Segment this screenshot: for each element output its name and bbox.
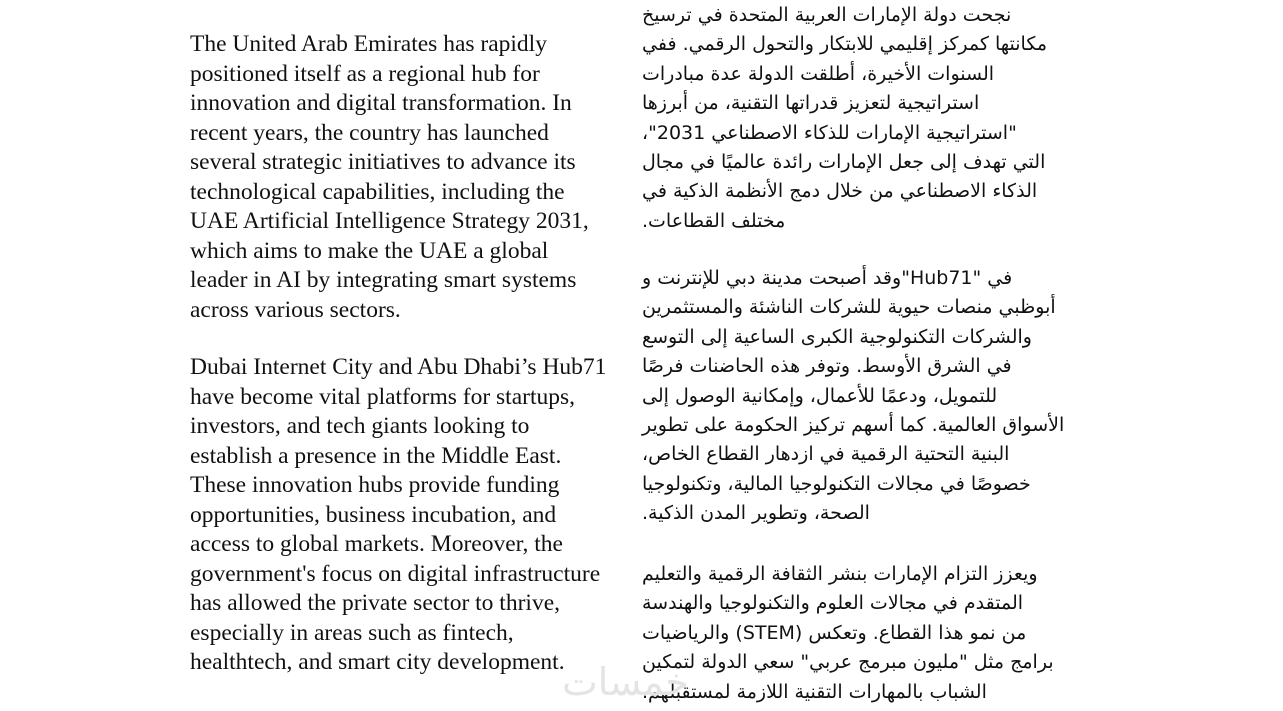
text-line: several strategic initiatives to advance its <box>190 149 576 175</box>
text-line: في الشرق الأوسط. وتوفر هذه الحاضنات فرصًا <box>642 355 1012 378</box>
english-paragraph-1 <box>190 30 589 325</box>
text-line: المتقدم في مجالات العلوم والتكنولوجيا والهندسة <box>642 592 1024 615</box>
text-line: leader in AI by integrating smart systems <box>190 267 577 293</box>
text-line: الصحة، وتطوير المدن الذكية. <box>642 502 870 525</box>
text-line: government's focus on digital infrastructure <box>190 560 601 587</box>
text-line: opportunities, business incubation, and <box>190 501 557 528</box>
text-line: ويعزز التزام الإمارات بنشر الثقافة الرقمية والتعليم <box>642 563 1038 585</box>
text-line: مكانتها كمركز إقليمي للابتكار والتحول الرقمي. ففي <box>642 33 1048 56</box>
text-line: للتمويل، ودعمًا للأعمال، وإمكانية الوصول إلى <box>642 384 998 407</box>
text-line: "استراتيجية الإمارات للذكاء الاصطناعي 2031"، <box>642 121 1017 144</box>
text-line: especially in areas such as fintech, <box>190 619 514 646</box>
text-line: establish a presence in the Middle East. <box>190 442 562 469</box>
text-line: برامج مثل "مليون مبرمج عربي" سعي الدولة لتمكين <box>642 651 1054 674</box>
text-line: والشركات التكنولوجية الكبرى الساعية إلى التوسع <box>642 325 1032 348</box>
text-line: positioned itself as a regional hub for <box>190 60 540 87</box>
text-line: الشباب بالمهارات التقنية اللازمة لمستقبلهم. <box>642 680 987 703</box>
text-line: أبوظبي منصات حيوية للشركات الناشئة والمستثمرين <box>642 296 1056 319</box>
english-paragraph-2 <box>190 353 606 678</box>
text-line: UAE Artificial Intelligence Strategy 2031, <box>190 208 589 234</box>
text-line: من نمو هذا القطاع. وتعكس (STEM) والرياضيات <box>642 621 1027 644</box>
text-line: investors, and tech giants looking to <box>190 413 530 439</box>
text-line: innovation and digital transformation. In <box>190 90 572 116</box>
text-line: مختلف القطاعات. <box>642 209 786 232</box>
text-line: في "Hub71"وقد أصبحت مدينة دبي للإنترنت و <box>642 267 1013 289</box>
arabic-paragraph-3 <box>642 560 1054 707</box>
text-line: السنوات الأخيرة، أطلقت الدولة عدة مبادرات <box>642 62 995 85</box>
watermark-logo: خمسات <box>562 660 689 704</box>
text-line: have become vital platforms for startups, <box>190 383 576 410</box>
text-line: The United Arab Emirates has rapidly <box>190 31 547 57</box>
arabic-paragraph-2 <box>642 264 1064 529</box>
text-line: استراتيجية لتعزيز قدراتها التقنية، من أبرزها <box>642 92 980 115</box>
text-line: has allowed the private sector to thrive, <box>190 590 560 616</box>
text-line: الأسواق العالمية. كما أسهم تركيز الحكومة على تطوير <box>642 414 1065 437</box>
text-line: which aims to make the UAE a global <box>190 237 549 264</box>
text-line: These innovation hubs provide funding <box>190 472 560 498</box>
text-line: خصوصًا في مجالات التكنولوجيا المالية، وتكنولوجيا <box>642 472 1031 495</box>
text-line: Dubai Internet City and Abu Dhabi’s Hub71 <box>190 354 607 380</box>
text-line: healthtech, and smart city development. <box>190 649 565 675</box>
arabic-paragraph-1 <box>642 1 1047 236</box>
text-line: access to global markets. Moreover, the <box>190 531 563 557</box>
text-line: technological capabilities, including the <box>190 178 565 205</box>
text-line: نجحت دولة الإمارات العربية المتحدة في ترسيخ <box>642 4 1012 26</box>
text-line: البنية التحتية الرقمية في ازدهار القطاع الخاص، <box>642 443 1010 466</box>
text-line: recent years, the country has launched <box>190 119 549 146</box>
text-line: across various sectors. <box>190 296 401 323</box>
text-line: الذكاء الاصطناعي من خلال دمج الأنظمة الذكية في <box>642 180 1038 203</box>
text-line: التي تهدف إلى جعل الإمارات رائدة عالميًا في مجال <box>642 151 1046 174</box>
